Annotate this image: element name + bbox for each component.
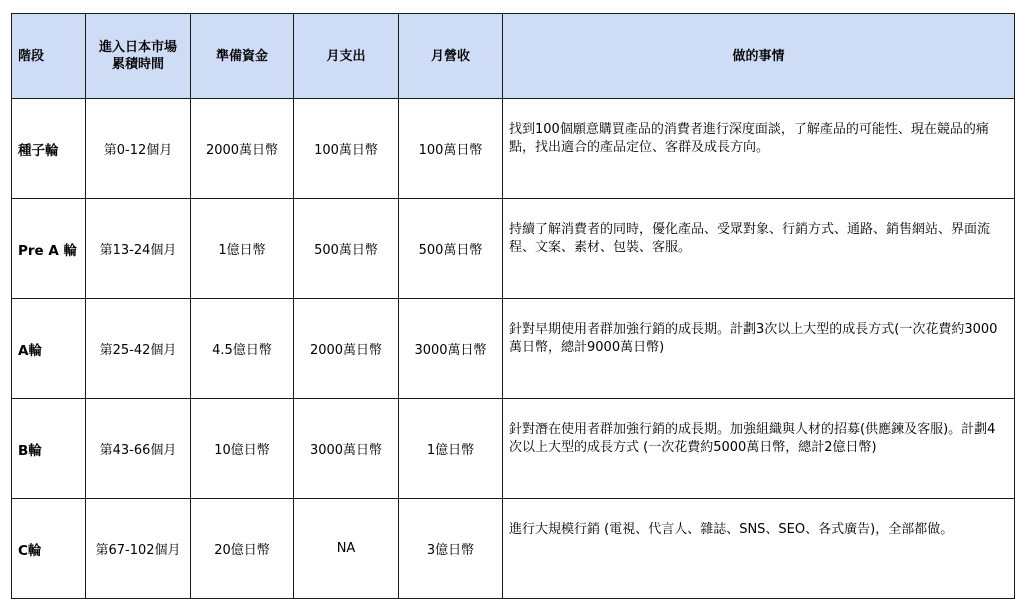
header-monthly-cost: 月支出 [294, 14, 399, 99]
header-funding: 準備資金 [191, 14, 294, 99]
cell-stage: C輪 [12, 499, 86, 599]
table-row [12, 299, 1015, 399]
cell-tasks: 找到100個願意購買產品的消費者進行深度面談，了解產品的可能性、現在競品的痛點，找出適合的產品定位、客群及成長方向。 [503, 99, 1015, 199]
cell-tasks: 進行大規模行銷 (電視、代言人、雜誌、SNS、SEO、各式廣告)，全部都做。 [503, 499, 1015, 599]
header-time-line1: 進入日本市場 [98, 40, 177, 55]
table-row [12, 399, 1015, 499]
table-row [12, 99, 1015, 199]
cell-monthly-revenue: 3億日幣 [399, 499, 503, 599]
cell-monthly-revenue: 1億日幣 [399, 399, 503, 499]
cell-monthly-cost: 3000萬日幣 [294, 399, 399, 499]
cell-tasks: 針對早期使用者群加強行銷的成長期。計劃3次以上大型的成長方式(一次花費約3000萬日幣，總計9000萬日幣) [503, 299, 1015, 399]
cell-monthly-revenue: 100萬日幣 [399, 99, 503, 199]
cell-funding: 2000萬日幣 [191, 99, 294, 199]
cell-monthly-cost: 500萬日幣 [294, 199, 399, 299]
cell-time: 第43-66個月 [86, 399, 191, 499]
table-row [12, 199, 1015, 299]
funding-stage-table [11, 13, 1015, 599]
cell-tasks: 針對潛在使用者群加強行銷的成長期。加強組織與人材的招募(供應鍊及客服)。計劃4次以上大型的成長方式 (一次花費約5000萬日幣，總計2億日幣) [503, 399, 1015, 499]
cell-stage: B輪 [12, 399, 86, 499]
cell-monthly-cost: 100萬日幣 [294, 99, 399, 199]
cell-stage: 種子輪 [12, 99, 86, 199]
table-row [12, 499, 1015, 599]
cell-time: 第0-12個月 [86, 99, 191, 199]
cell-funding: 10億日幣 [191, 399, 294, 499]
cell-stage: A輪 [12, 299, 86, 399]
header-tasks: 做的事情 [503, 14, 1015, 99]
cell-stage: Pre A 輪 [12, 199, 86, 299]
cell-monthly-cost: 2000萬日幣 [294, 299, 399, 399]
cell-funding: 20億日幣 [191, 499, 294, 599]
cell-funding: 4.5億日幣 [191, 299, 294, 399]
cell-time: 第67-102個月 [86, 499, 191, 599]
cell-monthly-revenue: 3000萬日幣 [399, 299, 503, 399]
header-time-line2: 累積時間 [111, 57, 164, 72]
header-cumulative-time [86, 14, 191, 99]
cell-monthly-revenue: 500萬日幣 [399, 199, 503, 299]
cell-funding: 1億日幣 [191, 199, 294, 299]
table-header-row [12, 14, 1015, 99]
header-monthly-revenue: 月營收 [399, 14, 503, 99]
cell-time: 第13-24個月 [86, 199, 191, 299]
cell-tasks: 持續了解消費者的同時，優化產品、受眾對象、行銷方式、通路、銷售網站、界面流程、文案、素材、包裝、客服。 [503, 199, 1015, 299]
cell-monthly-cost: NA [294, 499, 399, 599]
header-stage: 階段 [12, 14, 86, 99]
cell-time: 第25-42個月 [86, 299, 191, 399]
